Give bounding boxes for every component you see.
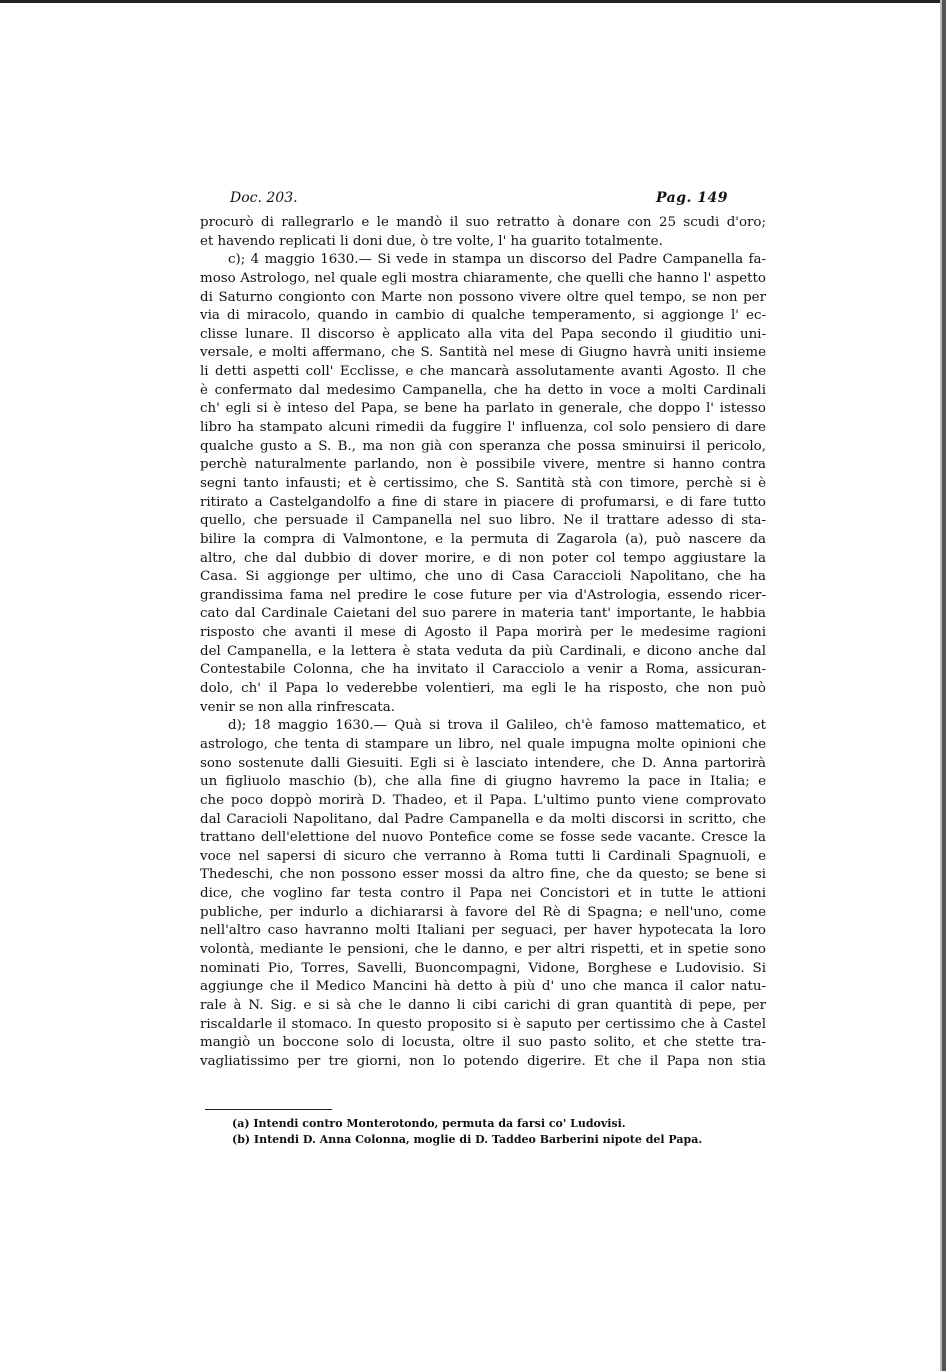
text-line: di Saturno congionto con Marte non possono vivere oltre quel tempo, se non per [200,289,766,305]
text-line: cato dal Cardinale Caietani del suo parere in materia tant' importante, le habbia [200,606,766,622]
text-line: li detti aspetti coll' Ecclisse, e che mancarà assolutamente avanti Agosto. Il che [200,364,766,380]
text-line: dolo, ch' il Papa lo vederebbe volentieri, ma egli le ha risposto, che non può [200,681,766,697]
text-line: Casa. Si aggionge per ultimo, che uno di Casa Caraccioli Napolitano, che ha [200,569,766,585]
text-line: clisse lunare. Il discorso è applicato alla vita del Papa secondo il giuditio uni- [200,326,766,342]
text-line: vagliatissimo per tre giorni, non lo potendo digerire. Et che il Papa non stia [200,1053,766,1069]
text-line: riscaldarle il stomaco. In questo proposito si è saputo per certissimo che à Castel [200,1016,766,1032]
text-line: ch' egli si è inteso del Papa, se bene ha parlato in generale, che doppo l' istesso [200,401,766,417]
text-line: astrologo, che tenta di stampare un libro, nel quale impugna molte opinioni che [200,736,766,752]
text-line: che poco doppò morirà D. Thadeo, et il Papa. L'ultimo punto viene comprovato [200,792,766,808]
text-line: via di miracolo, quando in cambio di qualche temperamento, si aggionge l' ec- [200,308,766,324]
text-line: risposto che avanti il mese di Agosto il Papa morirà per le medesime ragioni [200,625,766,641]
footnotes [232,1116,792,1148]
text-line: moso Astrologo, nel quale egli mostra chiaramente, che quelli che hanno l' aspetto [200,270,766,286]
footnote-separator [205,1109,332,1110]
footnote: (b) Intendi D. Anna Colonna, moglie di D. Taddeo Barberini nipote del Papa. [232,1133,703,1146]
text-line: bilire la compra di Valmontone, e la permuta di Zagarola (a), può nascere da [200,531,766,547]
text-line: c); 4 maggio 1630.— Si vede in stampa un discorso del Padre Campanella fa- [228,252,766,268]
text-line: voce nel sapersi di sicuro che verranno à Roma tutti li Cardinali Spagnuoli, e [200,848,766,864]
text-line: perchè naturalmente parlando, non è possibile vivere, mentre si hanno contra [200,457,766,473]
body-text [200,214,766,1104]
text-line: et havendo replicati li doni due, ò tre volte, l' ha guarito totalmente. [200,233,663,249]
text-line: qualche gusto a S. B., ma non già con speranza che possa sminuirsi il pericolo, [200,438,766,454]
text-line: rale à N. Sig. e si sà che le danno li cibi carichi di gran quantità di pepe, per [200,997,766,1013]
footnote: (a) Intendi contro Monterotondo, permuta da farsi co' Ludovisi. [232,1117,626,1130]
scan-right-border [942,0,946,1371]
text-line: del Campanella, e la lettera è stata veduta da più Cardinali, e dicono anche dal [200,643,766,659]
text-line: trattano dell'elettione del nuovo Pontefice come se fosse sede vacante. Cresce la [200,830,766,846]
text-line: Thedeschi, che non possono esser mossi da altro fine, che da questo; se bene si [200,867,766,883]
text-line: aggiunge che il Medico Mancini hà detto à più d' uno che manca il calor natu- [200,979,766,995]
text-line: publiche, per indurlo a dichiararsi à favore del Rè di Spagna; e nell'uno, come [200,904,766,920]
running-head [200,190,766,210]
text-line: procurò di rallegrarlo e le mandò il suo retratto à donare con 25 scudi d'oro; [200,215,766,230]
text-line: ritirato a Castelgandolfo a fine di stare in piacere di profumarsi, e di fare tutto [200,494,766,510]
page-number: Pag. 149 [656,190,728,206]
document-number: Doc. 203. [230,190,298,206]
text-line: d); 18 maggio 1630.— Quà si trova il Galileo, ch'è famoso mattematico, et [228,718,766,734]
text-line: mangiò un boccone solo di locusta, oltre il suo pasto solito, et che stette tra- [200,1035,766,1051]
text-line: libro ha stampato alcuni rimedii da fuggire l' influenza, col solo pensiero di dare [200,420,766,436]
text-line: nell'altro caso havranno molti Italiani per seguaci, per haver hypotecata la loro [200,923,766,939]
scan-top-border [0,0,946,3]
text-line: quello, che persuade il Campanella nel suo libro. Ne il trattare adesso di sta- [200,513,766,529]
text-line: venir se non alla rinfrescata. [200,699,396,715]
text-line: un figliuolo maschio (b), che alla fine di giugno havremo la pace in Italia; e [200,774,766,790]
text-line: versale, e molti affermano, che S. Santità nel mese di Giugno havrà uniti insieme [200,345,766,361]
text-line: è confermato dal medesimo Campanella, che ha detto in voce a molti Cardinali [200,382,766,398]
text-line: altro, che dal dubbio di dover morire, e di non poter col tempo aggiustare la [200,550,766,566]
scan-right-shadow [940,0,942,1371]
text-line: volontà, mediante le pensioni, che le danno, e per altri rispetti, et in spetie sono [200,941,766,957]
text-line: dice, che voglino far testa contro il Papa nei Concistori et in tutte le attioni [200,886,766,902]
text-line: dal Caracioli Napolitano, dal Padre Campanella e da molti discorsi in scritto, che [200,811,766,827]
text-line: Contestabile Colonna, che ha invitato il Caracciolo a venir a Roma, assicuran- [200,662,766,678]
text-line: grandissima fama nel predire le cose future per via d'Astrologia, essendo ricer- [200,587,766,603]
text-line: sono sostenute dalli Giesuiti. Egli si è lasciato intendere, che D. Anna partorirà [200,755,766,771]
text-line: segni tanto infausti; et è certissimo, che S. Santità stà con timore, perchè si è [200,475,766,491]
text-line: nominati Pio, Torres, Savelli, Buoncompagni, Vidone, Borghese e Ludovisio. Si [200,960,766,976]
